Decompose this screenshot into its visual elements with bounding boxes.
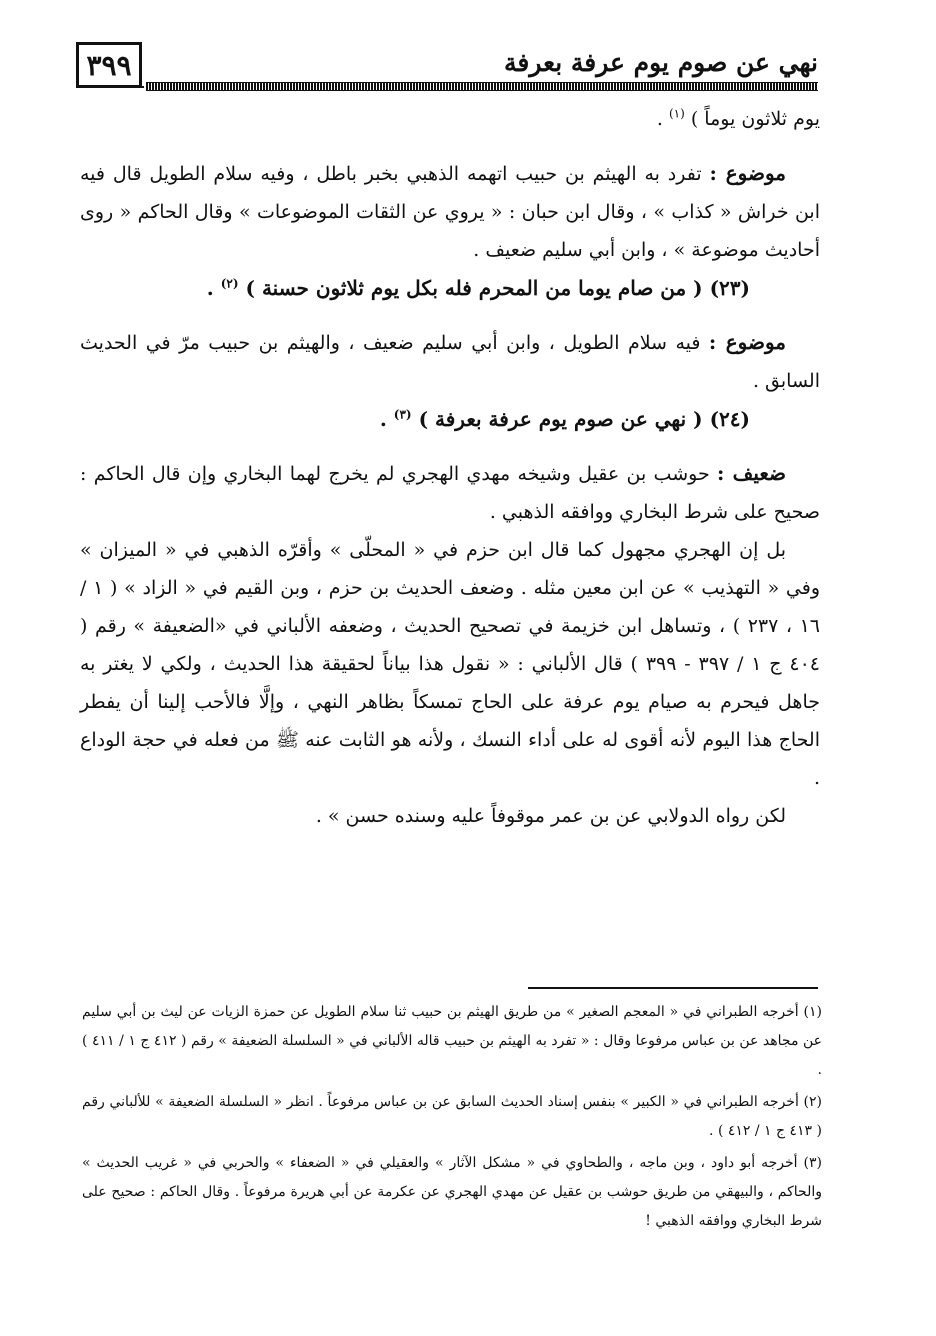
grading-label: ضعيف : (717, 461, 786, 485)
footnote-3 (82, 1149, 822, 1236)
paragraph-text: فيه سلام الطويل ، وابن أبي سليم ضعيف ، والهيثم بن حبيب مرّ في الحديث السابق . (80, 332, 820, 392)
page-header (76, 38, 818, 94)
heading-end-mark: . (379, 407, 387, 431)
footnote-text: أخرجه الطبراني في « المعجم الصغير » من طريق الهيثم بن حبيب ثنا سلام الطويل عن حمزة الزيات عن ليث بن أبي سليم عن مجاهد عن بن عباس مرفوعا وقال : « تفرد به الهيثم بن حبيب قاله الألباني في « السلسلة الضعيفة » رقم ( ٤١٢ ج ١ / ٤١١ ) . (82, 1004, 822, 1078)
footnote-ref-1: (١) (668, 106, 685, 121)
heading-text: (٢٣) ( من صام يوما من المحرم فله بكل يوم ثلاثون حسنة ) (245, 276, 750, 300)
footnote-text: أخرجه أبو داود ، وبن ماجه ، والطحاوي في « مشكل الآثار » والعقيلي في « الضعفاء » والحربي في « غريب الحديث » والحاكم ، والبيهقي من طريق حوشب بن عقيل عن مهدي الهجري عن عكرمة عن أبي هريرة مرفوعاً . وقال الحاكم : صحيح على شرط البخاري ووافقه الذهبي ! (82, 1155, 823, 1229)
paragraph-continuation (80, 100, 820, 138)
paragraph-grading-22 (80, 154, 820, 269)
heading-end-mark: . (206, 276, 214, 300)
footnote-text: أخرجه الطبراني في « الكبير » بنفس إسناد الحديث السابق عن بن عباس مرفوعاً . انظر « السلسلة الضعيفة » للألباني رقم ( ٤١٣ ج ١ / ٤١٢ ) . (82, 1094, 822, 1139)
paragraph-discussion: بل إن الهجري مجهول كما قال ابن حزم في « المحلّى » وأقرّه الذهبي في « الميزان » وفي « التهذيب » عن ابن معين مثله . وضعف الحديث بن حزم ، وبن القيم في « الزاد » ( ١ / ١٦ ، ٢٣٧ ) ، وتساهل ابن خزيمة في تصحيح الحديث ، وضعفه الألباني في «الضعيفة » رقم ( ٤٠٤ ج ١ / ٣٩٧ - ٣٩٩ ) قال الألباني : « نقول هذا بياناً لحقيقة هذا الحديث ، ولكي لا يغتر به جاهل فيحرم به صيام يوم عرفة على الحاج تمسكاً بظاهر النهي ، وإلَّا فالأحب إلينا أن يفطر الحاج هذا اليوم لأنه أقوى له على أداء النسك ، ولأنه هو الثابت عنه ﷺ من فعله في حجة الوداع . (80, 539, 821, 789)
grading-label: موضوع : (709, 161, 786, 185)
footnote-ref-2: (٢) (220, 276, 239, 291)
footnote-1 (82, 998, 822, 1085)
paragraph-text: حوشب بن عقيل وشيخه مهدي الهجري لم يخرج لهما البخاري وإن قال الحاكم : صحيح على شرط البخاري ووافقه الذهبي . (80, 463, 820, 523)
footnote-ref-3: (٣) (393, 407, 412, 422)
running-title: نهي عن صوم يوم عرفة بعرفة (504, 48, 818, 77)
footnote-separator (528, 987, 818, 989)
hadith-heading-24 (80, 400, 820, 438)
paragraph-text: تفرد به الهيثم بن حبيب اتهمه الذهبي بخبر باطل ، وفيه سلام الطويل قال فيه ابن خراش « كذاب » ، وقال ابن حبان : « يروي عن الثقات الموضوعات » وقال الحاكم « روى أحاديث موضوعة » ، وابن أبي سليم ضعيف . (80, 163, 820, 261)
footnote-2 (82, 1088, 822, 1146)
footnote-number: (٢) (803, 1094, 822, 1110)
paragraph-end-mark: . (656, 108, 663, 130)
paragraph-grading-24 (80, 454, 820, 531)
paragraph-text: يوم ثلاثون يوماً ) (690, 108, 820, 130)
header-rule (146, 82, 818, 91)
paragraph-grading-23 (80, 323, 820, 400)
footnote-number: (١) (803, 1004, 822, 1020)
hadith-heading-23 (80, 269, 820, 307)
footnote-number: (٣) (803, 1155, 823, 1171)
grading-label: موضوع : (708, 330, 786, 354)
main-text (80, 100, 820, 835)
header-rule-left (76, 86, 144, 88)
heading-text: (٢٤) ( نهي عن صوم يوم عرفة بعرفة ) (418, 407, 750, 431)
paragraph-conclusion: لكن رواه الدولابي عن بن عمر موقوفاً عليه وسنده حسن » . (315, 805, 786, 827)
page-number: ٣٩٩ (76, 42, 142, 88)
footnotes (82, 998, 822, 1239)
